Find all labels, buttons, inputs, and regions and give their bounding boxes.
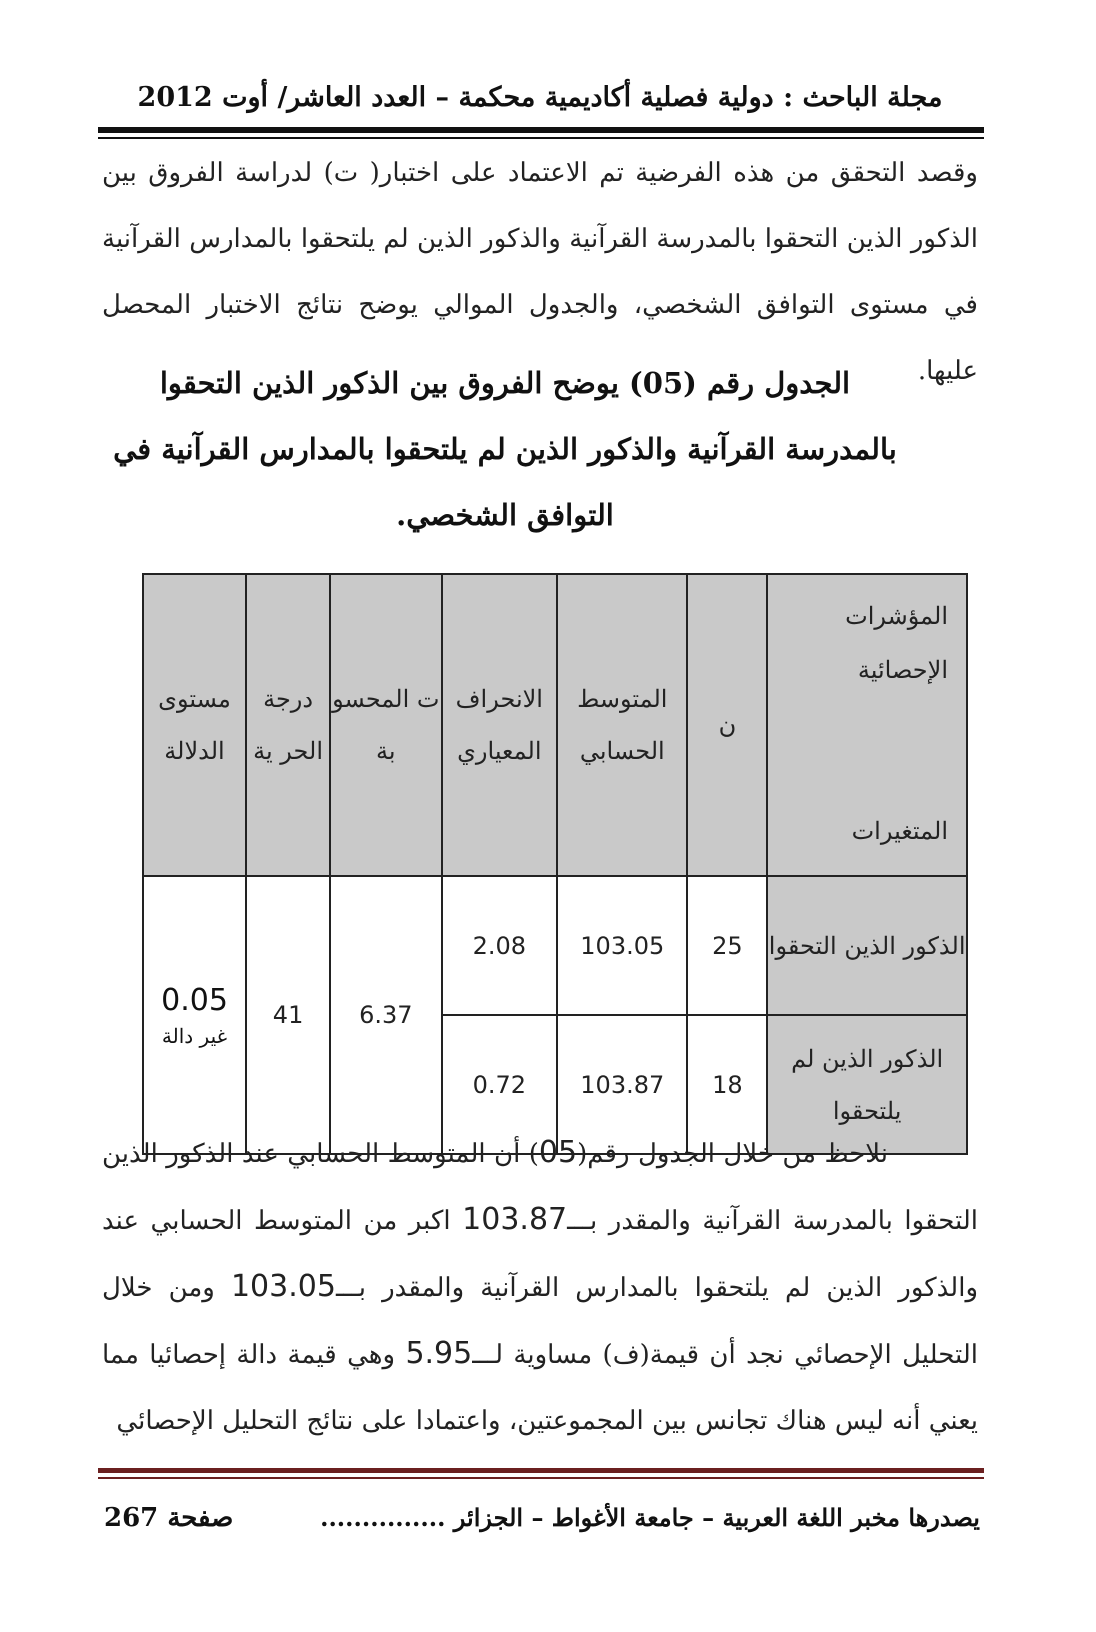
footer-publisher: يصدرها مخبر اللغة العربية – جامعة الأغواط – الجزائر ............... xyxy=(320,1503,980,1532)
cell-sd: 0.72 xyxy=(442,1015,558,1154)
discussion-text: ) أن المتوسط الحسابي عند الذكور الذين التحقوا بالمدرسة القرآنية والمقدر بـــ xyxy=(102,1139,979,1236)
cell-mean: 103.05 xyxy=(557,876,687,1015)
cell-significance xyxy=(143,876,246,1154)
header-sig: مستوى الدلالة xyxy=(143,574,246,876)
cell-n: 25 xyxy=(687,876,767,1015)
table-header-row xyxy=(143,574,967,876)
header-t: ت المحسو بة xyxy=(330,574,441,876)
discussion-text: ومن خلال التحليل الإحصائي نجد أن قيمة(ف) مساوية لـــ xyxy=(102,1273,978,1370)
header-df: درجة الحر ية xyxy=(246,574,330,876)
intro-paragraph: وقصد التحقق من هذه الفرضية تم الاعتماد على اختبار( ت) لدراسة الفروق بين الذكور الذين التحقوا بالمدرسة القرآنية والذكور الذين لم يلتحقوا بالمدارس القرآنية في مستوى التوافق الشخصي، والجدول الموالي يوضح نتائج الاختبار المحصل عليها. xyxy=(102,158,978,386)
row-label: الذكور الذين التحقوا xyxy=(767,876,967,1015)
discussion-number: 103.05 xyxy=(230,1269,336,1304)
results-table xyxy=(142,573,968,1155)
header-mean: المتوسط الحسابي xyxy=(557,574,687,876)
cell-df-value: 41 xyxy=(246,876,330,1154)
cell-sd: 2.08 xyxy=(442,876,558,1015)
table-row xyxy=(143,876,967,1015)
row-label: الذكور الذين لم يلتحقوا xyxy=(767,1015,967,1154)
cell-n: 18 xyxy=(687,1015,767,1154)
header-rule-thick xyxy=(98,127,984,133)
footer-rule-thick xyxy=(98,1468,984,1473)
corner-top-label: المؤشرات الإحصائية xyxy=(845,602,948,684)
discussion-text: وهي قيمة دالة إحصائيا مما يعني أنه ليس هناك تجانس بين المجموعتين، واعتمادا على نتائج التحليل الإحصائي xyxy=(102,1340,978,1436)
cell-mean: 103.87 xyxy=(557,1015,687,1154)
significance-value: 0.05 xyxy=(161,982,228,1018)
cell-t-value: 6.37 xyxy=(330,876,441,1154)
footer-rule-thin xyxy=(98,1477,984,1479)
table-caption: الجدول رقم (05) يوضح الفروق بين الذكور الذين التحقوا بالمدرسة القرآنية والذكور الذين لم يلتحقوا بالمدارس القرآنية في التوافق الشخصي. xyxy=(113,366,897,532)
header-sd: الانحراف المعياري xyxy=(442,574,558,876)
header-rule-thin xyxy=(98,137,984,139)
corner-header xyxy=(767,574,967,876)
discussion-number: 5.95 xyxy=(405,1336,473,1371)
discussion-number: 103.87 xyxy=(462,1202,568,1237)
significance-note: غير دالة xyxy=(161,1023,228,1048)
discussion-number: 05 xyxy=(538,1135,578,1170)
corner-bottom-label: المتغيرات xyxy=(851,817,948,846)
journal-header: مجلة الباحث : دولية فصلية أكاديمية محكمة – العدد العاشر/ أوت 2012 xyxy=(137,82,943,113)
discussion-text: نلاحظ من خلال الجدول رقم( xyxy=(577,1139,888,1169)
header-n: ن xyxy=(687,574,767,876)
discussion-text: اكبر من المتوسط الحسابي عند والذكور الذين لم يلتحقوا بالمدارس القرآنية والمقدر بـــ xyxy=(102,1206,979,1303)
page-number: صفحة 267 xyxy=(104,1503,234,1533)
discussion-paragraph xyxy=(102,1120,978,1454)
